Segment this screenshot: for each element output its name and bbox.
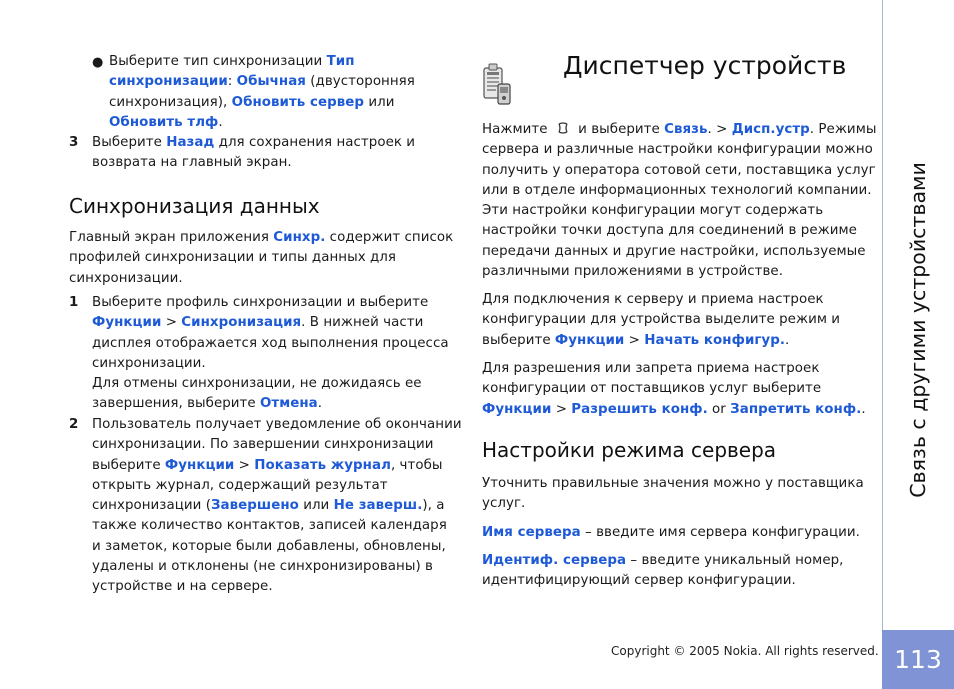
section-heading-sync: Синхронизация данных: [69, 194, 320, 218]
step-number: 1: [69, 295, 79, 310]
chapter-title: Связь с другими устройствами: [906, 162, 930, 498]
server-intro: Уточнить правильные значения можно у поставщика услуг.: [482, 476, 864, 512]
page-number: 113: [894, 645, 942, 674]
bullet: ●: [92, 55, 104, 70]
intro-paragraph: Нажмите и выберите Связь. > Дисп.устр. Режимы сервера и различные настройки конфигурации можно получить у оператора сотовой сети, поставщика услуг или в отделе информационных технологий компании. Эти настройки конфигурации могут содержать настройки точки доступа для соединений в режиме передачи данных и другие настройки, используемые различными приложениями в устройстве.: [482, 122, 877, 280]
server-name-item: Имя сервера – введите имя сервера конфигурации.: [482, 525, 860, 540]
copyright: Copyright © 2005 Nokia. All rights reserved.: [611, 644, 879, 658]
section-heading-server: Настройки режима сервера: [482, 438, 777, 462]
sync-type-item: Выберите тип синхронизации Тип синхронизации: Обычная (двусторонняя синхронизация), Обновить сервер или Обновить тлф.: [109, 54, 415, 130]
allow-paragraph: Для разрешения или запрета приема настроек конфигурации от поставщиков услуг выберите Функции > Разрешить конф. or Запретить конф..: [482, 361, 866, 417]
step-number: 2: [69, 417, 79, 432]
page-title: Диспетчер устройств: [563, 51, 847, 80]
menu-key-icon: [552, 120, 574, 140]
device-manager-icon: [482, 62, 512, 106]
step-number: 3: [69, 135, 79, 150]
step-2-text: Пользователь получает уведомление об окончании синхронизации. По завершении синхронизации выберите Функции > Показать журнал, чтобы открыть журнал, содержащий результат синхронизации (Завершено или Не заверш.), а также количество контактов, записей календаря и заметок, которые были добавлены, обновлены, удалены и отклонены (не синхронизированы) в устройстве и на сервере.: [92, 417, 462, 595]
connect-paragraph: Для подключения к серверу и приема настроек конфигурации для устройства выделите режим и выберите Функции > Начать конфигур..: [482, 292, 841, 348]
sync-intro: Главный экран приложения Синхр. содержит список профилей синхронизации и типы данных для синхронизации.: [69, 230, 454, 286]
step-3-text: Выберите Назад для сохранения настроек и возврата на главный экран.: [92, 135, 416, 171]
server-id-item: Идентиф. сервера – введите уникальный номер, идентифицирующий сервер конфигурации.: [482, 553, 844, 589]
step-1-text: Выберите профиль синхронизации и выберите Функции > Синхронизация. В нижней части дисплея отображается ход выполнения процесса синхронизации. Для отмены синхронизации, не дожидаясь ее завершения, выберите Отмена.: [92, 295, 449, 412]
sidebar-divider: [882, 0, 883, 630]
